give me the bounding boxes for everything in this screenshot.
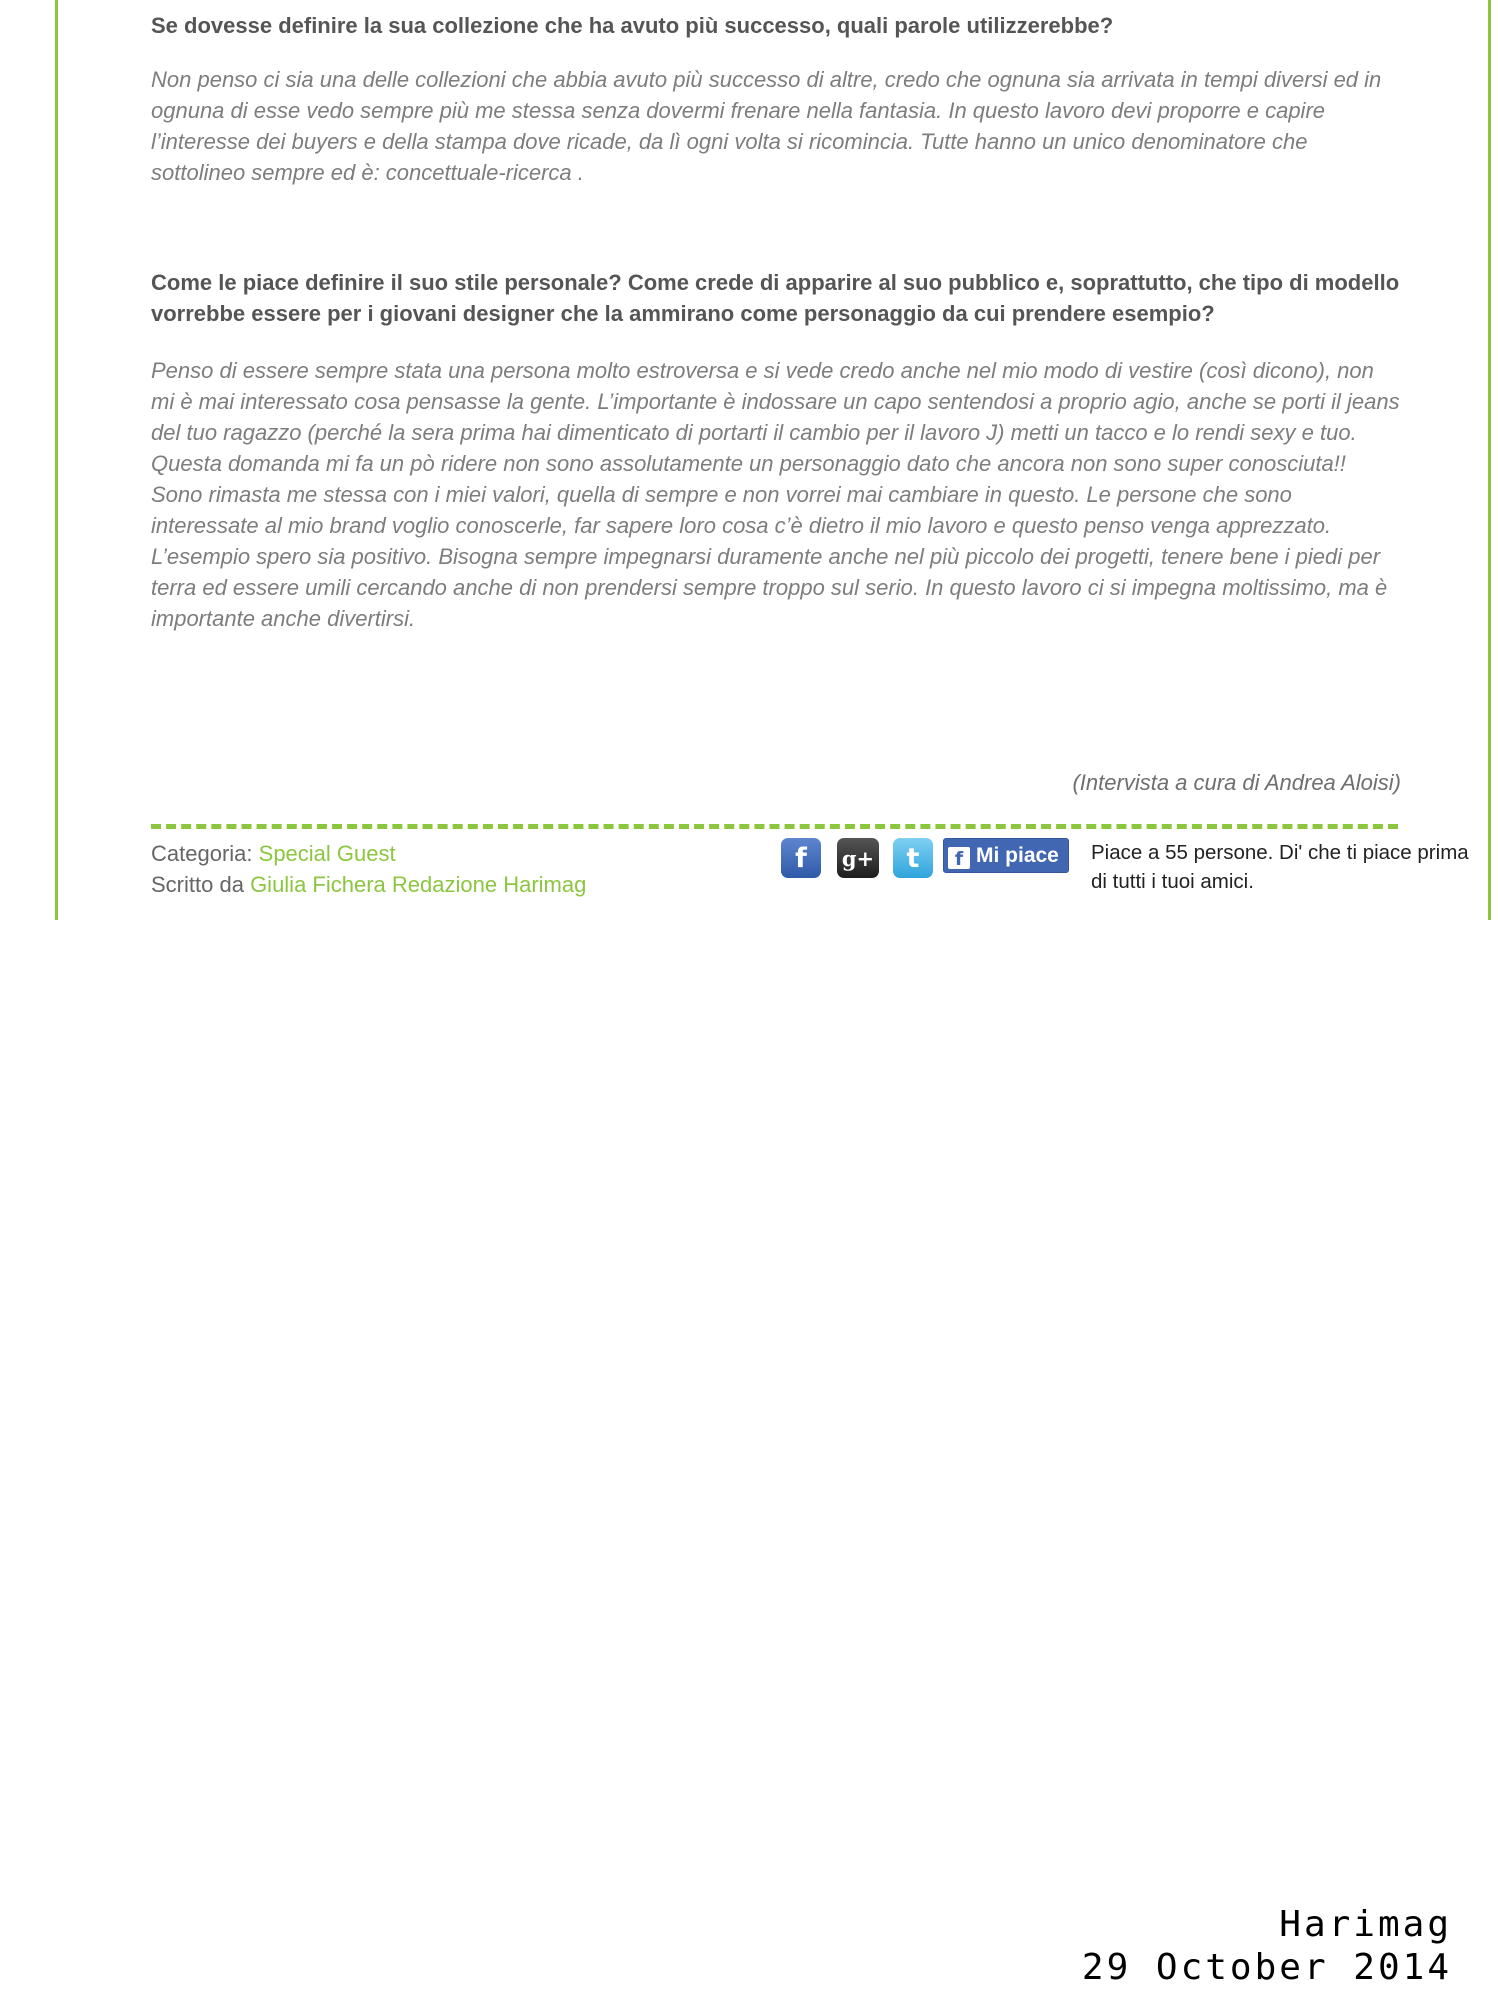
post-meta	[151, 838, 586, 900]
interview-credit: (Intervista a cura di Andrea Aloisi)	[1072, 770, 1401, 795]
interview-answer-2: Penso di essere sempre stata una persona molto estroversa e si vede credo anche nel mio modo di vestire (così dicono), non mi è mai interessato cosa pensasse la gente. L’importante è indossare un capo sentendosi a proprio agio, anche se porti il jeans del tuo ragazzo (perché la sera prima hai dimenticato di portarti il cambio per il lavoro J) metti un tacco e lo rendi sexy e tuo. Questa domanda mi fa un pò ridere non sono assolutamente un personaggio dato che ancora non sono super conosciuta!! Sono rimasta me stessa con i miei valori, quella di sempre e non vorrei mai cambiare in questo. Le persone che sono interessate al mio brand voglio conoscerle, far sapere loro cosa c’è dietro il mio lavoro e questo penso venga apprezzato. L’esempio spero sia positivo. Bisogna sempre impegnarsi duramente anche nel più piccolo dei progetti, tenere bene i piedi per terra ed essere umili cercando anche di non prendersi sempre troppo sul serio. In questo lavoro ci si impegna moltissimo, ma è importante anche divertirsi.	[151, 358, 1400, 631]
googleplus-share-icon[interactable]: g+	[837, 838, 879, 878]
dashed-divider	[151, 824, 1398, 829]
author-line	[151, 869, 586, 900]
page-footer	[1082, 1903, 1452, 1989]
category-label: Categoria:	[151, 841, 253, 866]
footer-source: Harimag	[1279, 1904, 1452, 1945]
category-line	[151, 838, 586, 869]
facebook-share-icon[interactable]: f	[781, 838, 821, 878]
author-label: Scritto da	[151, 872, 244, 897]
twitter-share-icon[interactable]: t	[893, 838, 933, 878]
like-count-text: Piace a 55 persone. Di' che ti piace prima di tutti i tuoi amici.	[1091, 841, 1469, 893]
interview-question-1: Se dovesse definire la sua collezione che ha avuto più successo, quali parole utilizzerebbe?	[151, 13, 1114, 38]
facebook-logo-icon: f	[948, 847, 970, 869]
footer-date: 29 October 2014	[1081, 1947, 1452, 1988]
category-link[interactable]: Special Guest	[258, 841, 396, 866]
interview-answer-1: Non penso ci sia una delle collezioni che abbia avuto più successo di altre, credo che ognuna sia arrivata in tempi diversi ed in ognuna di esse vedo sempre più me stessa senza dovermi frenare nella fantasia. In questo lavoro devi proporre e capire l’interesse dei buyers e della stampa dove ricade, da lì ogni volta si ricomincia. Tutte hanno un unico denominatore che sottolineo sempre ed è: concettuale-ricerca .	[151, 67, 1382, 185]
facebook-like-button[interactable]	[943, 838, 1069, 873]
author-link[interactable]: Giulia Fichera Redazione Harimag	[250, 872, 587, 897]
interview-question-2: Come le piace definire il suo stile personale? Come crede di apparire al suo pubblico e, soprattutto, che tipo di modello vorrebbe essere per i giovani designer che la ammirano come personaggio da cui prendere esempio?	[151, 270, 1400, 326]
like-button-label: Mi piace	[976, 844, 1059, 867]
